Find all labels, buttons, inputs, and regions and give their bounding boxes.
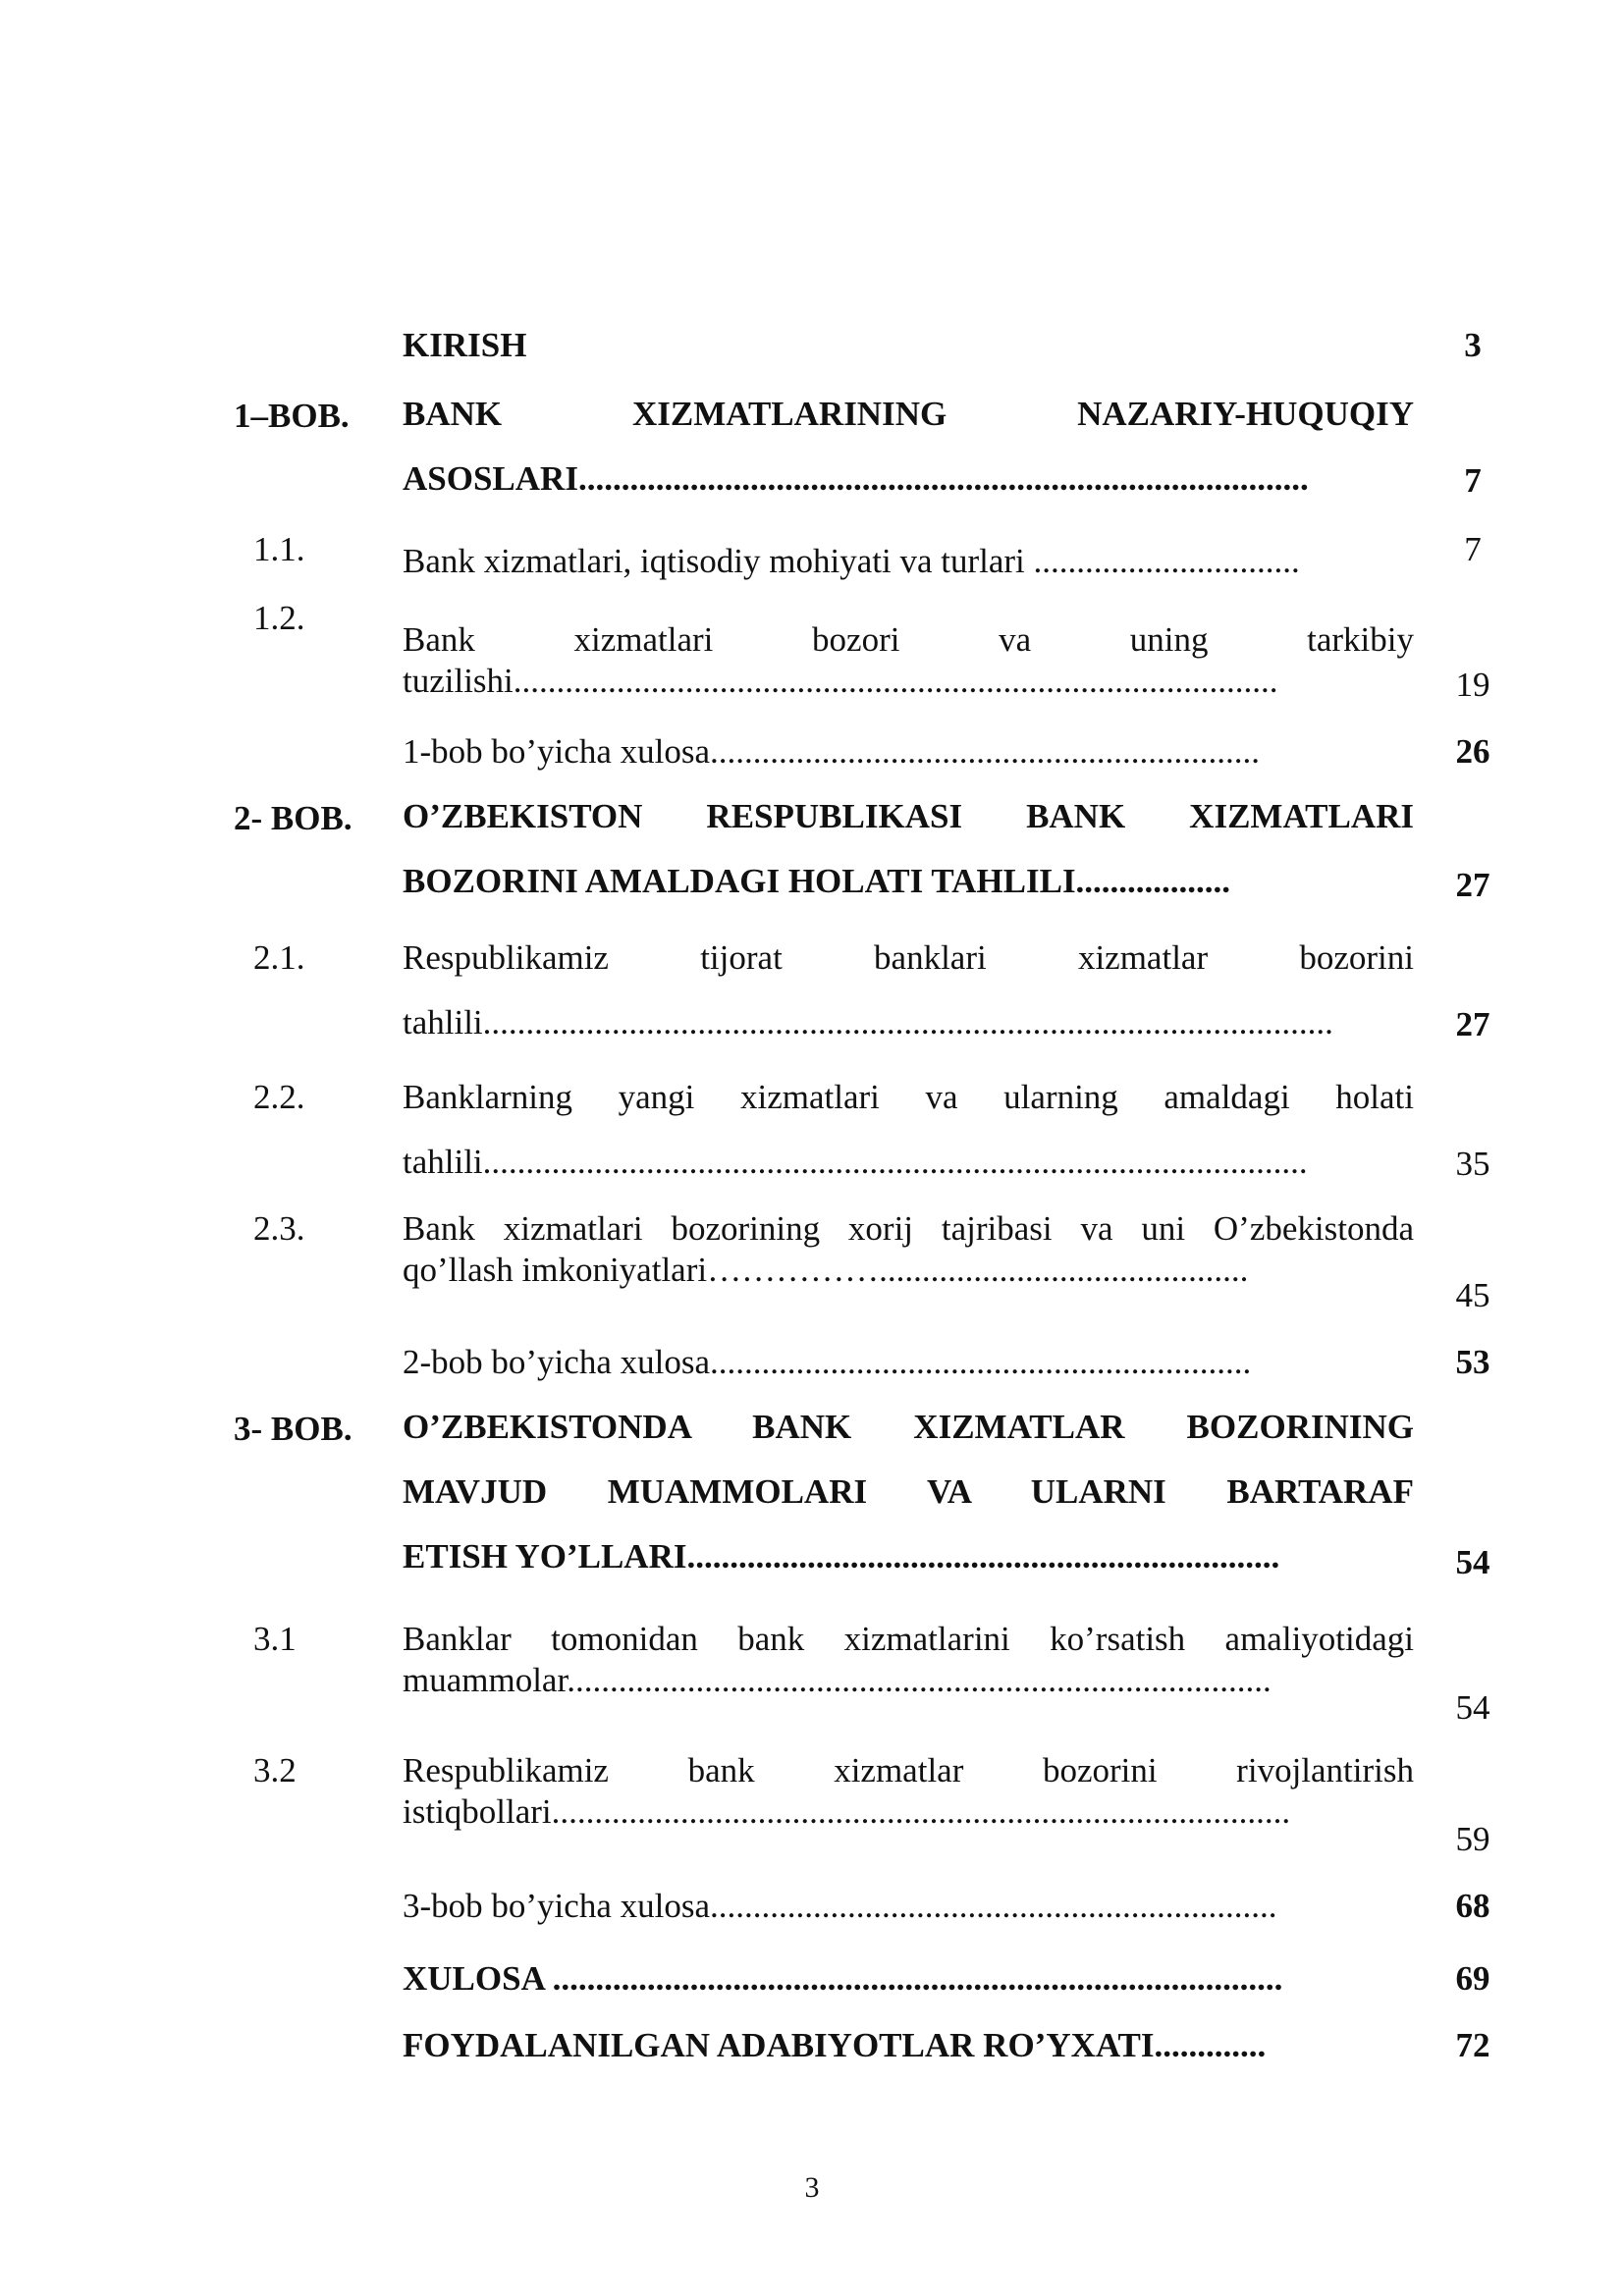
- toc-line: 1-bob bo’yicha xulosa................................................................: [403, 732, 1260, 771]
- toc-title: [403, 1749, 1414, 1834]
- toc-line: Bank xizmatlari, iqtisodiy mohiyati va turlari ...............................: [403, 542, 1300, 580]
- toc-number: 3.1: [253, 1620, 297, 1658]
- toc-line: BOZORINI AMALDAGI HOLATI TAHLILI..................: [403, 862, 1231, 900]
- toc-page-number: 7: [1464, 461, 1482, 500]
- toc-page-number: 59: [1455, 1820, 1490, 1858]
- toc-number: 1.2.: [253, 599, 305, 637]
- toc-line: Respublikamiz bank xizmatlar bozorini rivojlantirish: [403, 1751, 1414, 1789]
- toc-title: [403, 393, 1414, 501]
- toc-line: 3-bob bo’yicha xulosa..................................................................: [403, 1887, 1277, 1925]
- toc-line: Bank xizmatlari bozori va uning tarkibiy: [403, 620, 1414, 659]
- toc-page-number: 27: [1455, 1005, 1490, 1043]
- toc-title: [403, 540, 1414, 583]
- toc-title: [403, 1618, 1414, 1702]
- toc-line: tahlili................................................................................................: [403, 1143, 1308, 1181]
- toc-title: [403, 324, 1414, 367]
- toc-line: ETISH YO’LLARI.....................................................................: [403, 1537, 1280, 1575]
- toc-page-number: 54: [1455, 1543, 1490, 1581]
- toc-number: 2- BOB.: [234, 799, 352, 837]
- toc-line: ASOSLARI.....................................................................................: [403, 459, 1309, 498]
- toc-page-number: 72: [1455, 2026, 1490, 2064]
- toc-title: [403, 1207, 1414, 1292]
- toc-line: FOYDALANILGAN ADABIYOTLAR RO’YXATI.............: [403, 2026, 1267, 2064]
- toc-page-number: 35: [1455, 1145, 1490, 1183]
- toc-page-number: 7: [1464, 530, 1482, 568]
- toc-title: [403, 1076, 1414, 1184]
- toc-page-number: 54: [1455, 1688, 1490, 1727]
- toc-page-number: 45: [1455, 1276, 1490, 1314]
- toc-number: 2.2.: [253, 1078, 305, 1116]
- toc-line: Bank xizmatlari bozorining xorij tajribasi va uni O’zbekistonda: [403, 1209, 1414, 1248]
- toc-number: 3- BOB.: [234, 1410, 352, 1448]
- page-number-footer: 3: [804, 2171, 820, 2204]
- toc-title: [403, 730, 1414, 774]
- toc-line: BANK XIZMATLARINING NAZARIY-HUQUQIY: [403, 395, 1414, 433]
- toc-number: 1–BOB.: [234, 397, 350, 435]
- toc-line: KIRISH: [403, 326, 527, 364]
- toc-title: [403, 795, 1414, 903]
- toc-line: 2-bob bo’yicha xulosa...............................................................: [403, 1343, 1252, 1381]
- toc-line: O’ZBEKISTONDA BANK XIZMATLAR BOZORINING: [403, 1408, 1414, 1446]
- toc-title: [403, 1885, 1414, 1928]
- toc-title: [403, 2024, 1414, 2067]
- toc-line: tahlili...................................................................................................: [403, 1003, 1333, 1041]
- toc-line: Banklar tomonidan bank xizmatlarini ko’rsatish amaliyotidagi: [403, 1620, 1414, 1658]
- toc-line: XULOSA .....................................................................................: [403, 1959, 1283, 1998]
- toc-number: 2.1.: [253, 938, 305, 977]
- toc-page-number: 27: [1455, 866, 1490, 904]
- toc-line: MAVJUD MUAMMOLARI VA ULARNI BARTARAF: [403, 1472, 1414, 1511]
- toc-title: [403, 936, 1414, 1044]
- toc-line: muammolar..................................................................................: [403, 1661, 1272, 1699]
- toc-line: tuzilishi.........................................................................................: [403, 662, 1278, 700]
- toc-line: Respublikamiz tijorat banklari xizmatlar bozorini: [403, 938, 1414, 977]
- toc-page-number: 26: [1455, 732, 1490, 771]
- toc-line: O’ZBEKISTON RESPUBLIKASI BANK XIZMATLARI: [403, 797, 1414, 835]
- toc-number: 1.1.: [253, 530, 305, 568]
- toc-title: [403, 1341, 1414, 1384]
- toc-page-number: 53: [1455, 1343, 1490, 1381]
- toc-line: Banklarning yangi xizmatlari va ularning amaldagi holati: [403, 1078, 1414, 1116]
- toc-page-number: 68: [1455, 1887, 1490, 1925]
- toc-line: istiqbollari......................................................................................: [403, 1792, 1291, 1831]
- toc-number: 2.3.: [253, 1209, 305, 1248]
- toc-page-number: 19: [1455, 666, 1490, 704]
- toc-page-number: 69: [1455, 1959, 1490, 1998]
- toc-page-number: 3: [1464, 326, 1482, 364]
- toc-title: [403, 1406, 1414, 1578]
- toc-title: [403, 618, 1414, 703]
- toc-line: qo’llash imkoniyatlari……………...........................................: [403, 1251, 1249, 1289]
- toc-title: [403, 1957, 1414, 2001]
- toc-number: 3.2: [253, 1751, 297, 1789]
